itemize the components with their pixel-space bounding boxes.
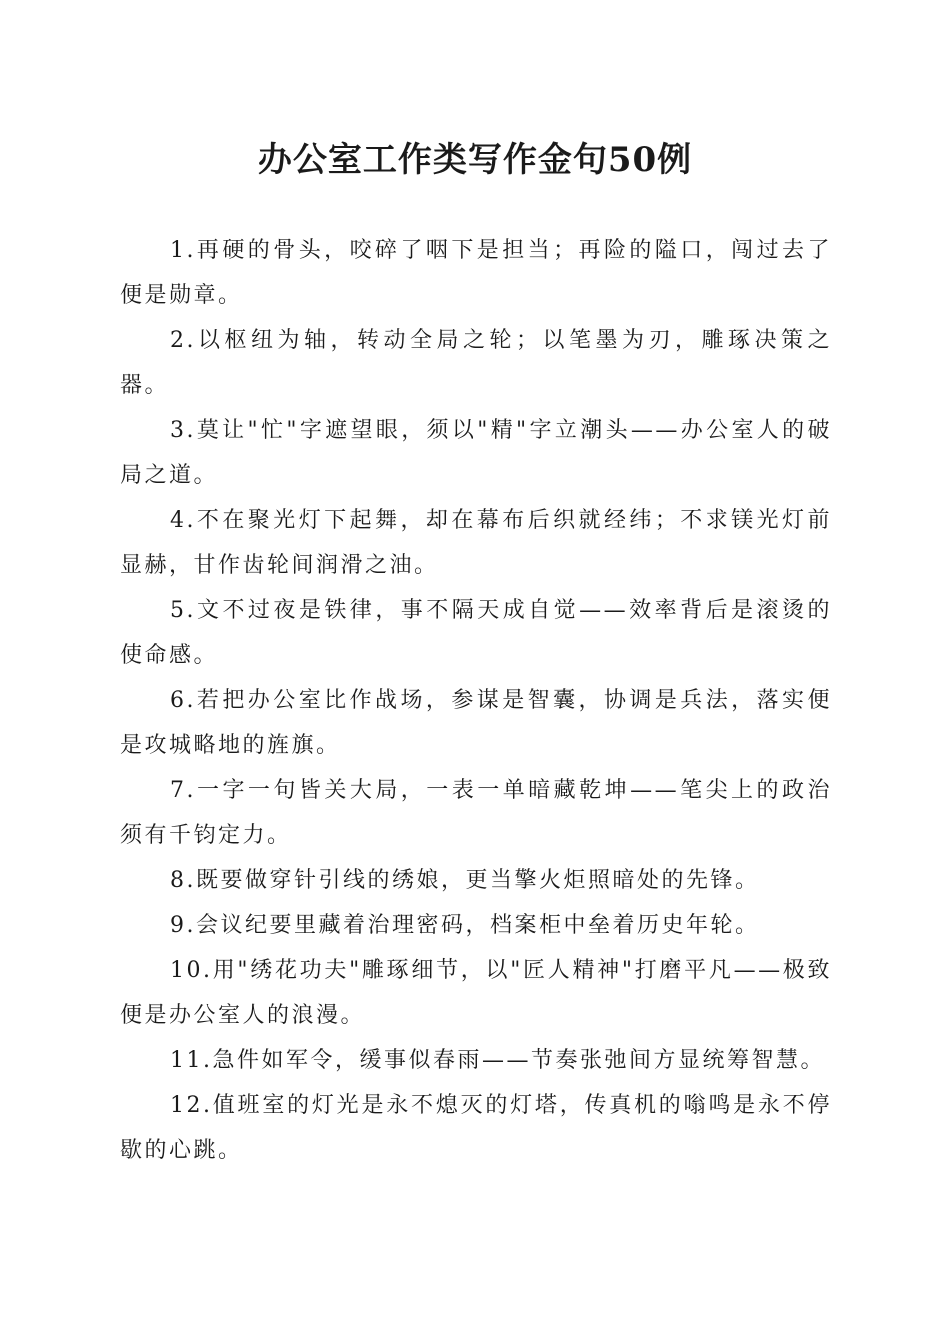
paragraph-9: 9.会议纪要里藏着治理密码，档案柜中垒着历史年轮。 <box>170 913 760 938</box>
document-body <box>120 228 832 1173</box>
paragraph-5: 5.文不过夜是铁律，事不隔天成自觉——效率背后是滚烫的使命感。 <box>120 598 832 668</box>
document-title: 办公室工作类写作金句50例 <box>257 140 693 180</box>
paragraph-12: 12.值班室的灯光是永不熄灭的灯塔，传真机的嗡鸣是永不停歇的心跳。 <box>120 1093 832 1163</box>
paragraph-10: 10.用"绣花功夫"雕琢细节，以"匠人精神"打磨平凡——极致便是办公室人的浪漫。 <box>120 958 832 1028</box>
paragraph-4: 4.不在聚光灯下起舞，却在幕布后织就经纬；不求镁光灯前显赫，甘作齿轮间润滑之油。 <box>120 508 832 578</box>
paragraph-11: 11.急件如军令，缓事似春雨——节奏张弛间方显统筹智慧。 <box>170 1048 825 1073</box>
paragraph-3: 3.莫让"忙"字遮望眼，须以"精"字立潮头——办公室人的破局之道。 <box>120 418 832 488</box>
paragraph-2: 2.以枢纽为轴，转动全局之轮；以笔墨为刃，雕琢决策之器。 <box>120 328 832 398</box>
paragraph-7: 7.一字一句皆关大局，一表一单暗藏乾坤——笔尖上的政治须有千钧定力。 <box>120 778 832 848</box>
paragraph-1: 1.再硬的骨头，咬碎了咽下是担当；再险的隘口，闯过去了便是勋章。 <box>120 238 832 308</box>
paragraph-6: 6.若把办公室比作战场，参谋是智囊，协调是兵法，落实便是攻城略地的旌旗。 <box>120 688 832 758</box>
paragraph-8: 8.既要做穿针引线的绣娘，更当擎火炬照暗处的先锋。 <box>170 868 760 893</box>
